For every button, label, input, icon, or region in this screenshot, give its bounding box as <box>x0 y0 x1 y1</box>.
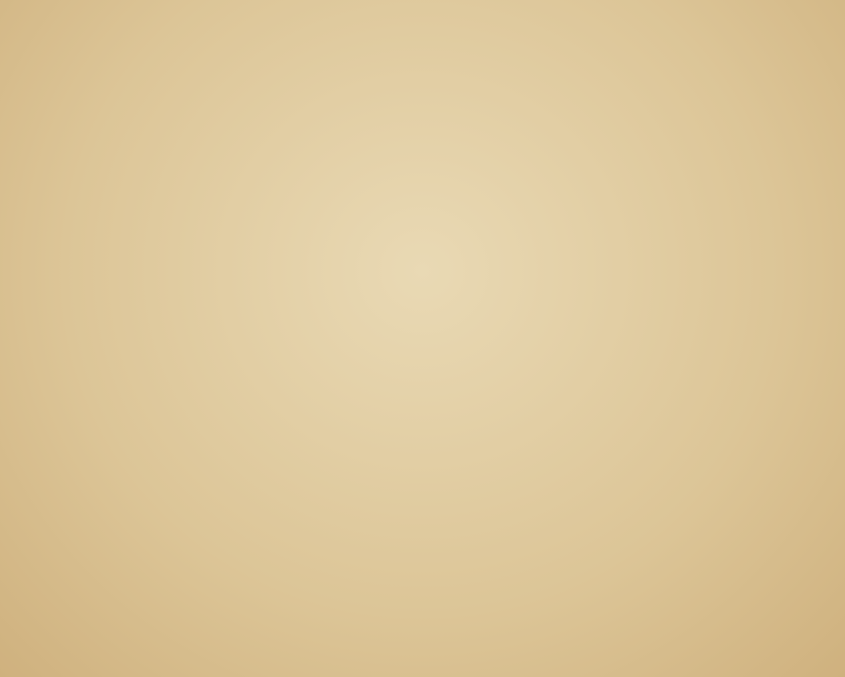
decorative-headpiece <box>18 22 766 94</box>
ornament-band <box>18 50 766 94</box>
fleuron-row <box>18 22 766 44</box>
